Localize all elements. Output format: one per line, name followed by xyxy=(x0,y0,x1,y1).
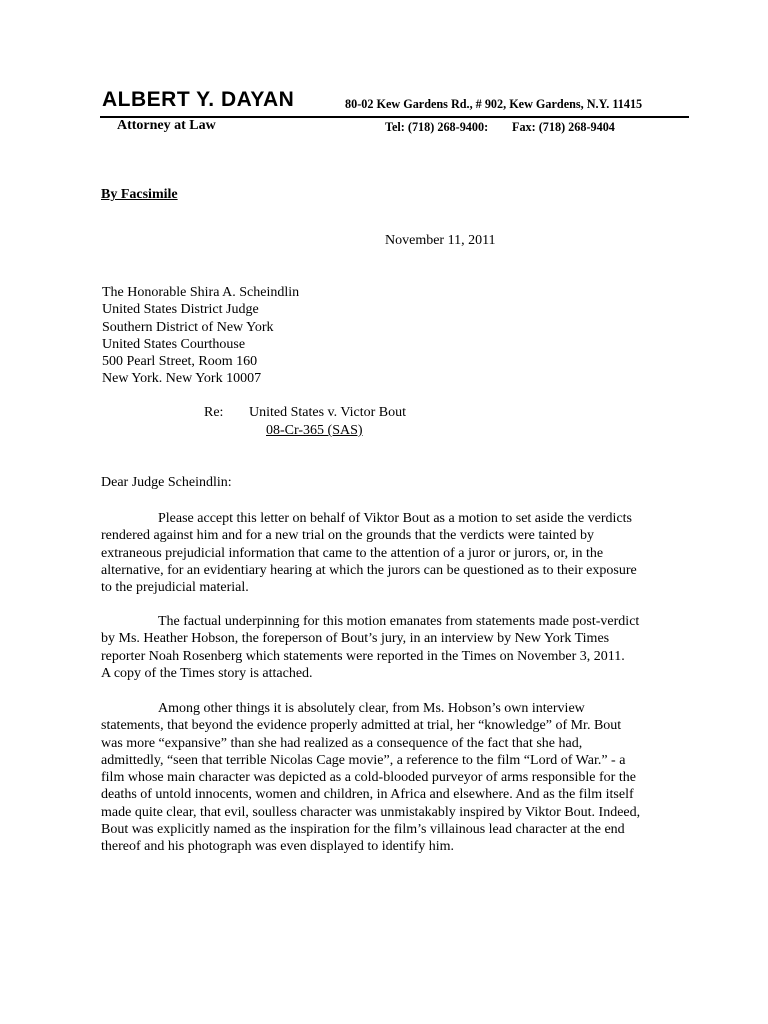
paragraph-line: alternative, for an evidentiary hearing at which the jurors can be questioned as to their exposure xyxy=(101,562,637,578)
paragraph-line: extraneous prejudicial information that came to the attention of a juror or jurors, or, in the xyxy=(101,545,604,561)
paragraph-line: was more “expansive” than she had realized as a consequence of the fact that she had, xyxy=(101,735,583,751)
paragraph-line: statements, that beyond the evidence properly admitted at trial, her “knowledge” of Mr. Bout xyxy=(101,718,622,734)
recipient-line: The Honorable Shira A. Scheindlin xyxy=(102,285,300,300)
recipient-address xyxy=(102,284,299,388)
recipient-line: United States District Judge xyxy=(102,302,259,318)
paragraph-line: made quite clear, that evil, soulless character was unmistakably inspired by Viktor Bout. Indeed, xyxy=(101,804,641,820)
letterhead-tel: Tel: (718) 268-9400: xyxy=(385,120,489,134)
paragraph-line: to the prejudicial material. xyxy=(101,580,249,596)
paragraph-line: Bout was explicitly named as the inspiration for the film’s villainous lead character at the end xyxy=(101,822,625,838)
recipient-line: United States Courthouse xyxy=(102,336,246,352)
letterhead-fax: Fax: (718) 268-9404 xyxy=(512,120,615,134)
re-docket: 08-Cr-365 (SAS) xyxy=(266,423,363,438)
letterhead-name: ALBERT Y. DAYAN xyxy=(102,88,295,111)
paragraph-line: by Ms. Heather Hobson, the foreperson of Bout’s jury, in an interview by New York Times xyxy=(101,631,610,647)
paragraph-line: Among other things it is absolutely clear, from Ms. Hobson’s own interview xyxy=(158,701,585,716)
paragraph-line: thereof and his photograph was even displayed to identify him. xyxy=(101,839,455,855)
re-case: United States v. Victor Bout xyxy=(249,405,407,420)
recipient-line: Southern District of New York xyxy=(102,319,274,335)
paragraph-line: film whose main character was depicted as a cold-blooded purveyor of arms responsible for the xyxy=(101,770,636,786)
body-paragraph-2 xyxy=(101,613,691,682)
re-label: Re: xyxy=(204,405,224,420)
recipient-line: 500 Pearl Street, Room 160 xyxy=(102,354,258,370)
body-paragraph-1 xyxy=(101,510,691,596)
paragraph-line: rendered against him and for a new trial on the grounds that the verdicts were tainted by xyxy=(101,528,594,544)
paragraph-line: Please accept this letter on behalf of Viktor Bout as a motion to set aside the verdicts xyxy=(158,511,632,526)
salutation: Dear Judge Scheindlin: xyxy=(101,475,232,490)
letterhead-title: Attorney at Law xyxy=(117,118,216,133)
paragraph-line: reporter Noah Rosenberg which statements were reported in the Times on November 3, 2011. xyxy=(101,648,625,664)
paragraph-line: A copy of the Times story is attached. xyxy=(101,665,313,681)
paragraph-line: admittedly, “seen that terrible Nicolas Cage movie”, a reference to the film “Lord of War.” - a xyxy=(101,752,626,768)
body-paragraph-3 xyxy=(101,700,691,856)
paragraph-line: deaths of untold innocents, women and children, in Africa and elsewhere. And as the film itself xyxy=(101,787,634,803)
paragraph-line: The factual underpinning for this motion emanates from statements made post-verdict xyxy=(158,614,640,629)
letter-date: November 11, 2011 xyxy=(385,233,496,248)
recipient-line: New York. New York 10007 xyxy=(102,371,262,387)
delivery-method: By Facsimile xyxy=(101,187,178,202)
letterhead-address: 80-02 Kew Gardens Rd., # 902, Kew Gardens, N.Y. 11415 xyxy=(345,97,643,111)
